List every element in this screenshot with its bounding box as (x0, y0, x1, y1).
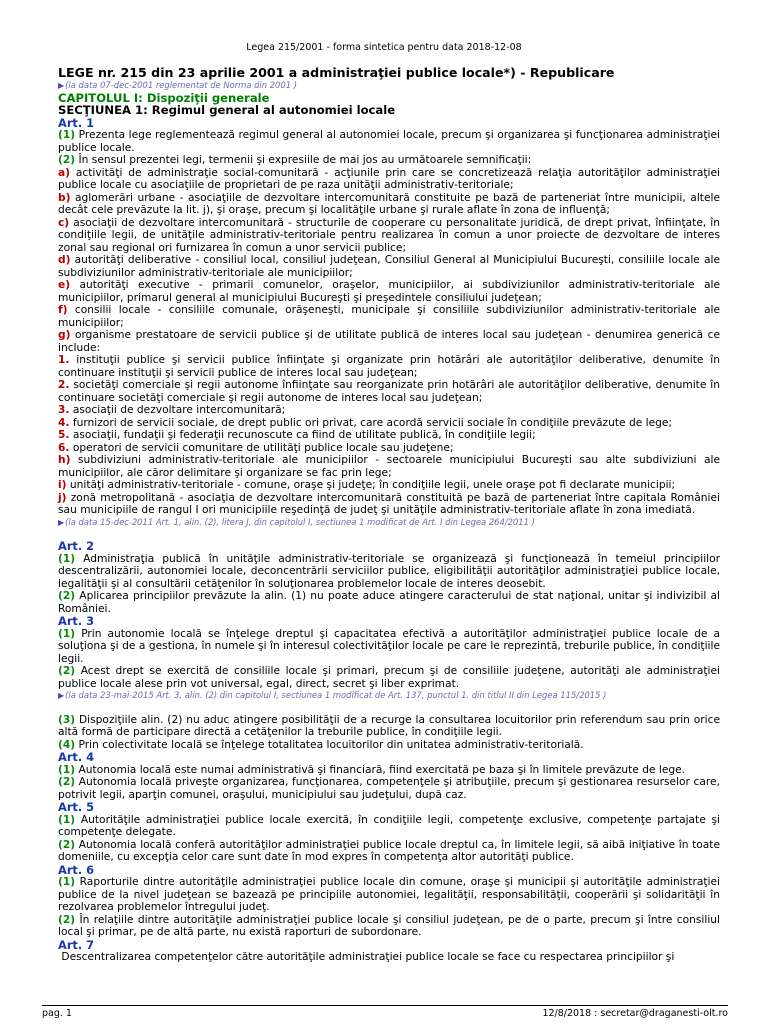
footer-date-email: 12/8/2018 : secretar@draganesti-olt.ro (542, 1008, 728, 1019)
document-body (58, 66, 720, 964)
paragraph: (1) Administraţia publică în unităţile administrativ-teritoriale se organizează şi funcţionează în temeiul principiilor descentralizării, autonomiei locale, deconcentrării serviciilor publice, eligibilităţii autorităţilor administraţiei publice locale, legalităţii şi al consultării cetăţenilor în soluţionarea problemelor locale de interes deosebit. (58, 551, 720, 590)
spacer (58, 528, 720, 540)
article-heading: Art. 3 (58, 614, 95, 628)
paragraph: (4) Prin colectivitate locală se înţelege totalitatea locuitorilor din unitatea administrativ-teritorială. (58, 737, 584, 751)
list-item: i) unităţi administrativ-teritoriale - comune, oraşe şi judeţe; în condiţiile legii, unele oraşe pot fi declarate municipii; (58, 478, 676, 491)
paragraph: (1) Autorităţile administraţiei publice locale exercită, în condiţiile legii, competenţe exclusive, competenţe partajate şi competenţe delegate. (58, 812, 720, 838)
arrow-icon: ▶ (58, 517, 65, 527)
article-heading: Art. 2 (58, 539, 95, 553)
paragraph: (3) Dispoziţiile alin. (2) nu aduc atingere posibilităţii de a recurge la consultarea locuitorilor prin referendum sau prin orice altă formă de participare directă a cetăţenilor la treburile publice, în condiţiile legii. (58, 712, 720, 738)
list-item: d) autorităţi deliberative - consiliul local, consiliul judeţean, Consiliul General al Municipiului Bucureşti, consiliile locale ale subdiviziunilor administrativ-teritoriale ale municipiilor; (58, 253, 720, 279)
arrow-icon: ▶ (58, 81, 65, 90)
article-heading: Art. 7 (58, 937, 95, 952)
list-item: 4. furnizori de servicii sociale, de drept public ori privat, care acordă servicii sociale în condiţiile prevăzute de lege; (58, 415, 673, 429)
article-heading: Art. 1 (58, 115, 95, 130)
page-header: Legea 215/2001 - forma sintetica pentru data 2018-12-08 (246, 42, 522, 53)
footer-divider (42, 1005, 728, 1006)
arrow-icon: ▶ (58, 691, 65, 700)
article-heading: Art. 5 (58, 800, 95, 814)
amendment-note[interactable]: ▶(la data 07-dec-2001 reglementat de Norma din 2001 ) (58, 80, 297, 90)
law-title: LEGE nr. 215 din 23 aprilie 2001 a administraţiei publice locale*) - Republicare (58, 65, 615, 80)
article-heading: Art. 4 (58, 750, 95, 764)
list-item: b) aglomerări urbane - asociaţiile de dezvoltare intercomunitară constituite pe bază de parteneriat între municipii, altele decât cele prevăzute la lit. j), şi oraşe, precum şi localităţile urbane şi rurale aflate în zona de influenţă; (58, 190, 720, 216)
chapter-heading: CAPITOLUL I: Dispoziţii generale (58, 90, 270, 105)
list-item: 2. societăţi comerciale şi regii autonome înfiinţate sau reorganizate prin hotărâri ale autorităţilor deliberative, denumite în continuare societăţi comerciale şi regii autonome de interes local sau judeţean; (58, 378, 720, 404)
amendment-note[interactable]: ▶(la data 23-mai-2015 Art. 3, alin. (2) din capitolul I, sectiunea 1 modificat de Art. 137, punctul 1. din titlul II din Legea 115/2015 ) (58, 690, 607, 700)
list-item: e) autorităţi executive - primarii comunelor, oraşelor, municipiilor, ai subdiviziunilor administrativ-teritoriale ale municipiilor, primarul general al municipiului Bucureşti şi preşedintele consiliului judeţean; (58, 278, 720, 304)
section-heading: SECŢIUNEA 1: Regimul general al autonomiei locale (58, 103, 396, 117)
page-number: pag. 1 (42, 1008, 72, 1019)
list-item: a) activităţi de administraţie social-comunitară - acţiunile prin care se concretizează relaţia autorităţilor administraţiei publice locale cu asociaţiile de proprietari de pe raza unităţii administrativ-teritoriale; (58, 165, 720, 191)
list-item: 6. operatori de servicii comunitare de utilităţi publice locale sau judeţene; (58, 440, 454, 454)
paragraph: (2) Autonomia locală conferă autorităţilor administraţiei publice locale dreptul ca, în limitele legii, să aibă iniţiative în toate domeniile, cu excepţia celor care sunt date în mod expres în competenţa altor autorităţi publice. (58, 837, 720, 863)
list-item: 3. asociaţii de dezvoltare intercomunitară; (58, 403, 286, 416)
list-item: 1. instituţii publice şi servicii publice înfiinţate şi organizate prin hotărâri ale autorităţilor deliberative, denumite în continuare instituţii şi servicii publice de interes local sau judeţean; (58, 353, 720, 379)
amendment-note[interactable]: ▶(la data 15-dec-2011 Art. 1, alin. (2), litera J. din capitolul I, sectiunea 1 modificat de Art. I din Legea 264/2011 ) (58, 516, 535, 527)
list-item: h) subdiviziuni administrativ-teritoriale ale municipiilor - sectoarele municipiului Bucureşti sau alte subdiviziuni ale municipiilor, ale căror delimitare şi organizare se fac prin lege; (58, 453, 720, 479)
paragraph: (2) În relaţiile dintre autorităţile administraţiei publice locale şi consiliul judeţean, pe de o parte, precum şi între consiliul local şi primar, pe de altă parte, nu există raporturi de subordonare. (58, 912, 720, 938)
paragraph: (2) Aplicarea principiilor prevăzute la alin. (1) nu poate aduce atingere caracterului de stat naţional, unitar şi indivizibil al României. (58, 589, 720, 615)
list-item: j) zonă metropolitană - asociaţia de dezvoltare intercomunitară constituită pe bază de parteneriat între capitala României sau municipiile de rangul I ori municipiile reşedinţă de judeţ şi unităţile administrativ-teritoriale aflate în zona imediată. (58, 490, 720, 516)
article-heading: Art. 6 (58, 862, 95, 877)
list-item: 5. asociaţii, fundaţii şi federaţii recunoscute ca fiind de utilitate publică, în condiţiile legii; (58, 428, 536, 441)
paragraph: (1) Prin autonomie locală se înţelege dreptul şi capacitatea efectivă a autorităţilor administraţiei publice locale de a soluţiona şi de a gestiona, în numele şi în interesul colectivităţilor locale pe care le reprezintă, treburile publice, în condiţiile legii. (58, 626, 721, 665)
paragraph: (2) Acest drept se exercită de consiliile locale şi primari, precum şi de consiliile judeţene, autorităţi ale administraţiei publice locale alese prin vot universal, egal, direct, secret şi liber exprimat. (58, 664, 721, 690)
list-item: c) asociaţii de dezvoltare intercomunitară - structurile de cooperare cu personalitate juridică, de drept privat, înfiinţate, în condiţiile legii, de unităţile administrativ-teritoriale pentru realizarea în comun a unor proiecte de dezvoltare de interes zonal sau regional ori furnizarea în comun a unor servicii publice; (58, 215, 720, 254)
list-item: g) organisme prestatoare de servicii publice şi de utilitate publică de interes local sau judeţean - denumirea generică ce include: (58, 328, 720, 354)
paragraph: (1) Prezenta lege reglementează regimul general al autonomiei locale, precum şi organizarea şi funcţionarea administraţiei publice locale. (58, 128, 720, 154)
paragraph: Descentralizarea competenţelor către autorităţile administraţiei publice locale se face cu respectarea principiilor şi (61, 951, 675, 963)
paragraph: (2) În sensul prezentei legi, termenii şi expresiile de mai jos au următoarele semnificaţii: (58, 153, 532, 166)
paragraph: (2) Autonomia locală priveşte organizarea, funcţionarea, competenţele şi atribuţiile, precum şi gestionarea resurselor care, potrivit legii, aparţin comunei, oraşului, municipiului sau judeţului, după caz. (58, 775, 720, 801)
paragraph: (1) Autonomia locală este numai administrativă şi financiară, fiind exercitată pe baza şi în limitele prevăzute de lege. (58, 762, 686, 776)
list-item: f) consilii locale - consiliile comunale, orăşeneşti, municipale şi consiliile subdiviziunilor administrativ-teritoriale ale municipiilor; (58, 303, 720, 329)
paragraph: (1) Raporturile dintre autorităţile administraţiei publice locale din comune, oraşe şi municipii şi autorităţile administraţiei publice de la nivel judeţean se bazează pe principiile autonomiei, legalităţii, responsabilităţii, cooperării şi solidarităţii în rezolvarea problemelor întregului judeţ. (58, 875, 720, 913)
